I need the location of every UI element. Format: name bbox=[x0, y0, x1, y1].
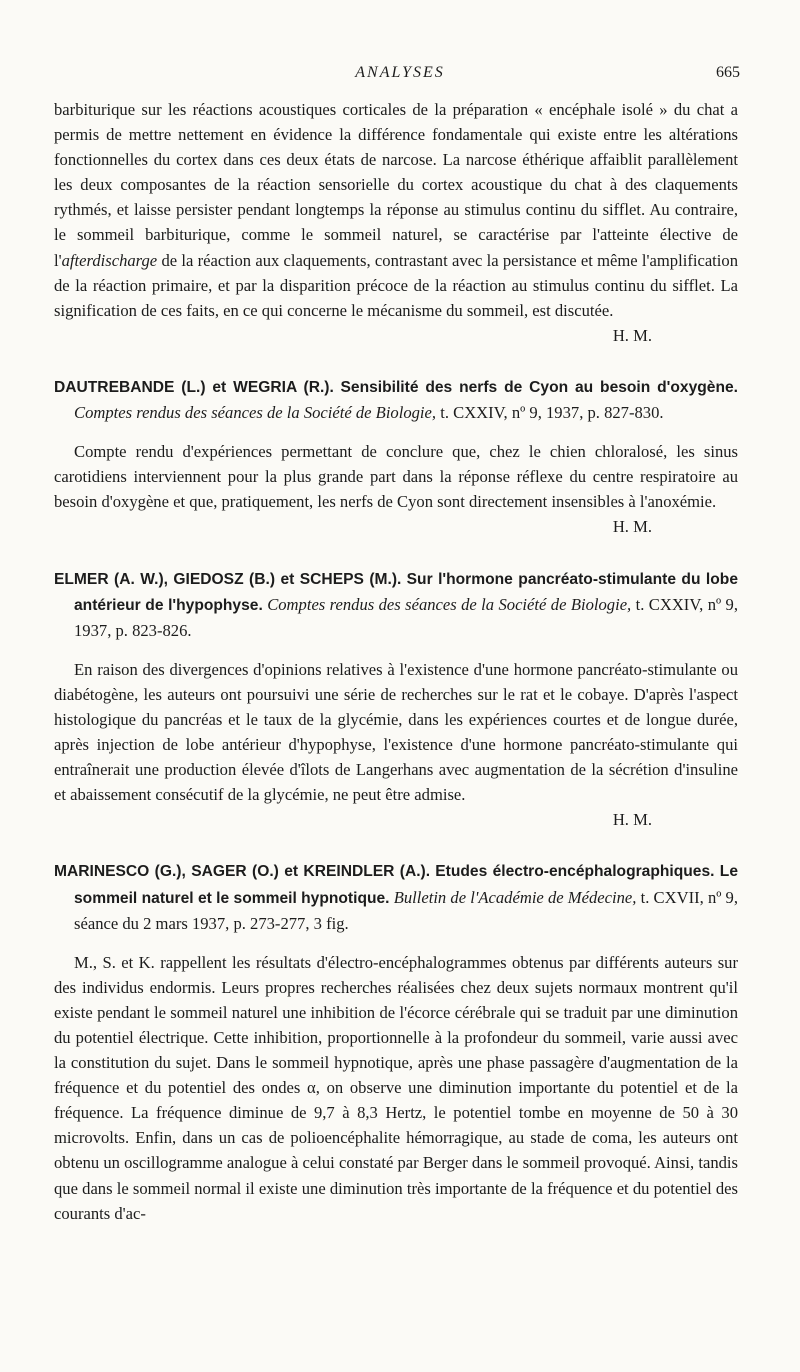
article-title: Sur l'hormone pancréato-stimulante du lobe antérieur de l'hypophyse. bbox=[74, 570, 738, 614]
article-entry bbox=[54, 858, 738, 1225]
article-title: Etudes électro-encéphalographiques. Le sommeil naturel et le sommeil hypnotique. bbox=[74, 863, 738, 907]
reviewer-initials: H. M. bbox=[612, 517, 652, 537]
article-entry bbox=[54, 566, 738, 833]
intro-paragraph bbox=[54, 97, 738, 348]
reviewer-initials: H. M. bbox=[612, 325, 652, 345]
article-authors: MARINESCO (G.), SAGER (O.) et KREINDLER (A.). bbox=[54, 863, 431, 881]
article-reference bbox=[54, 858, 738, 935]
article-entry bbox=[54, 374, 738, 540]
article-journal: Comptes rendus des séances de la Société de Biologie, bbox=[267, 594, 632, 614]
article-authors: ELMER (A. W.), GIEDOSZ (B.) et SCHEPS (M.). bbox=[54, 570, 402, 588]
article-citation: t. CXXIV, nº 9, 1937, p. 823-826. bbox=[74, 594, 738, 640]
article-title: Sensibilité des nerfs de Cyon au besoin d'oxygène. bbox=[340, 378, 738, 396]
abstract-text: Compte rendu d'expériences permettant de conclure que, chez le chien chloralosé, les sinus carotidiens interviennent pour la plus grande part dans la réponse réflexe du centre respiratoire au besoin d'oxygène et que, pratiquement, les nerfs de Cyon sont directement insensibles à l'anoxémie. bbox=[54, 442, 738, 512]
article-reference bbox=[54, 374, 738, 425]
reviewer-initials: H. M. bbox=[612, 810, 652, 830]
article-journal: Comptes rendus des séances de la Société de Biologie, bbox=[74, 403, 437, 423]
article-authors: DAUTREBANDE (L.) et WEGRIA (R.). bbox=[54, 378, 334, 396]
article-citation: t. CXXIV, nº 9, 1937, p. 827-830. bbox=[440, 403, 664, 423]
abstract-text: En raison des divergences d'opinions relatives à l'existence d'une hormone pancréato-stimulante ou diabétogène, les auteurs ont poursuivi une série de recherches sur le rat et le cobaye. D'après l'aspect histologique du pancréas et le taux de la glycémie, dans les expériences courtes et de longue durée, après injection de lobe antérieur d'hypophyse, l'existence d'une hormone pancréato-stimulante qui entraînerait une production élevée d'îlots de Langerhans avec augmentation de la sécrétion d'insuline et abaissement consécutif de la glycémie, ne peut être admise. bbox=[54, 659, 738, 805]
article-abstract bbox=[54, 950, 738, 1226]
page-body bbox=[54, 97, 738, 1226]
abstract-text: M., S. et K. rappellent les résultats d'électro-encéphalogrammes obtenus par différents auteurs sur des individus endormis. Leurs propres recherches réalisées chez deux sujets normaux montrent qu'il existe pendant le sommeil naturel une inhibition de l'écorce cérébrale qui se traduit par une diminution du potentiel électrique. Cette inhibition, proportionnelle à la profondeur du sommeil, varie aussi avec la constitution du sujet. Dans le sommeil hypnotique, après une phase passagère d'augmentation de la fréquence et du potentiel des ondes α, on observe une diminution importante du potentiel et de la fréquence. La fréquence diminue de 9,7 à 8,3 Hertz, le potentiel tombe en moyenne de 50 à 30 microvolts. Enfin, dans un cas de polioencéphalite hémorragique, au stade de coma, les auteurs ont obtenu un oscillogramme analogue à celui constaté par Berger dans le sommeil provoqué. Ainsi, tandis que dans le sommeil normal il existe une diminution très importante de la fréquence et du potentiel des courants d'ac- bbox=[54, 952, 738, 1223]
article-abstract bbox=[54, 439, 738, 539]
running-title: ANALYSES bbox=[355, 64, 445, 81]
article-reference bbox=[54, 566, 738, 643]
intro-text: barbiturique sur les réactions acoustiques corticales de la préparation « encéphale isolé » du chat a permis de mettre nettement en évidence la différence fondamentale qui existe entre les altérations fonctionnelles du cortex dans ces deux états de narcose. La narcose éthérique affaiblit parallèlement les deux composantes de la réaction sensorielle du cortex acoustique du chat à des claquements rythmés, et laisse persister pendant longtemps la réponse au stimulus continu du sifflet. Au contraire, le sommeil barbiturique, comme le sommeil naturel, se caractérise par l'atteinte élective de l' bbox=[54, 100, 738, 270]
article-journal: Bulletin de l'Académie de Médecine, bbox=[393, 887, 637, 907]
article-abstract bbox=[54, 657, 738, 833]
intro-text-continued: de la réaction aux claquements, contrastant avec la persistance et même l'amplification de la réaction primaire, et par la disparition précoce de la réaction au stimulus continu du sifflet. La signification de ces faits, en ce qui concerne le mécanisme du sommeil, est discutée. bbox=[54, 250, 738, 320]
page-number: 665 bbox=[716, 64, 740, 81]
intro-italic-term: afterdischarge bbox=[61, 250, 158, 270]
article-citation: t. CXVII, nº 9, séance du 2 mars 1937, p. 273-277, 3 fig. bbox=[74, 887, 738, 933]
